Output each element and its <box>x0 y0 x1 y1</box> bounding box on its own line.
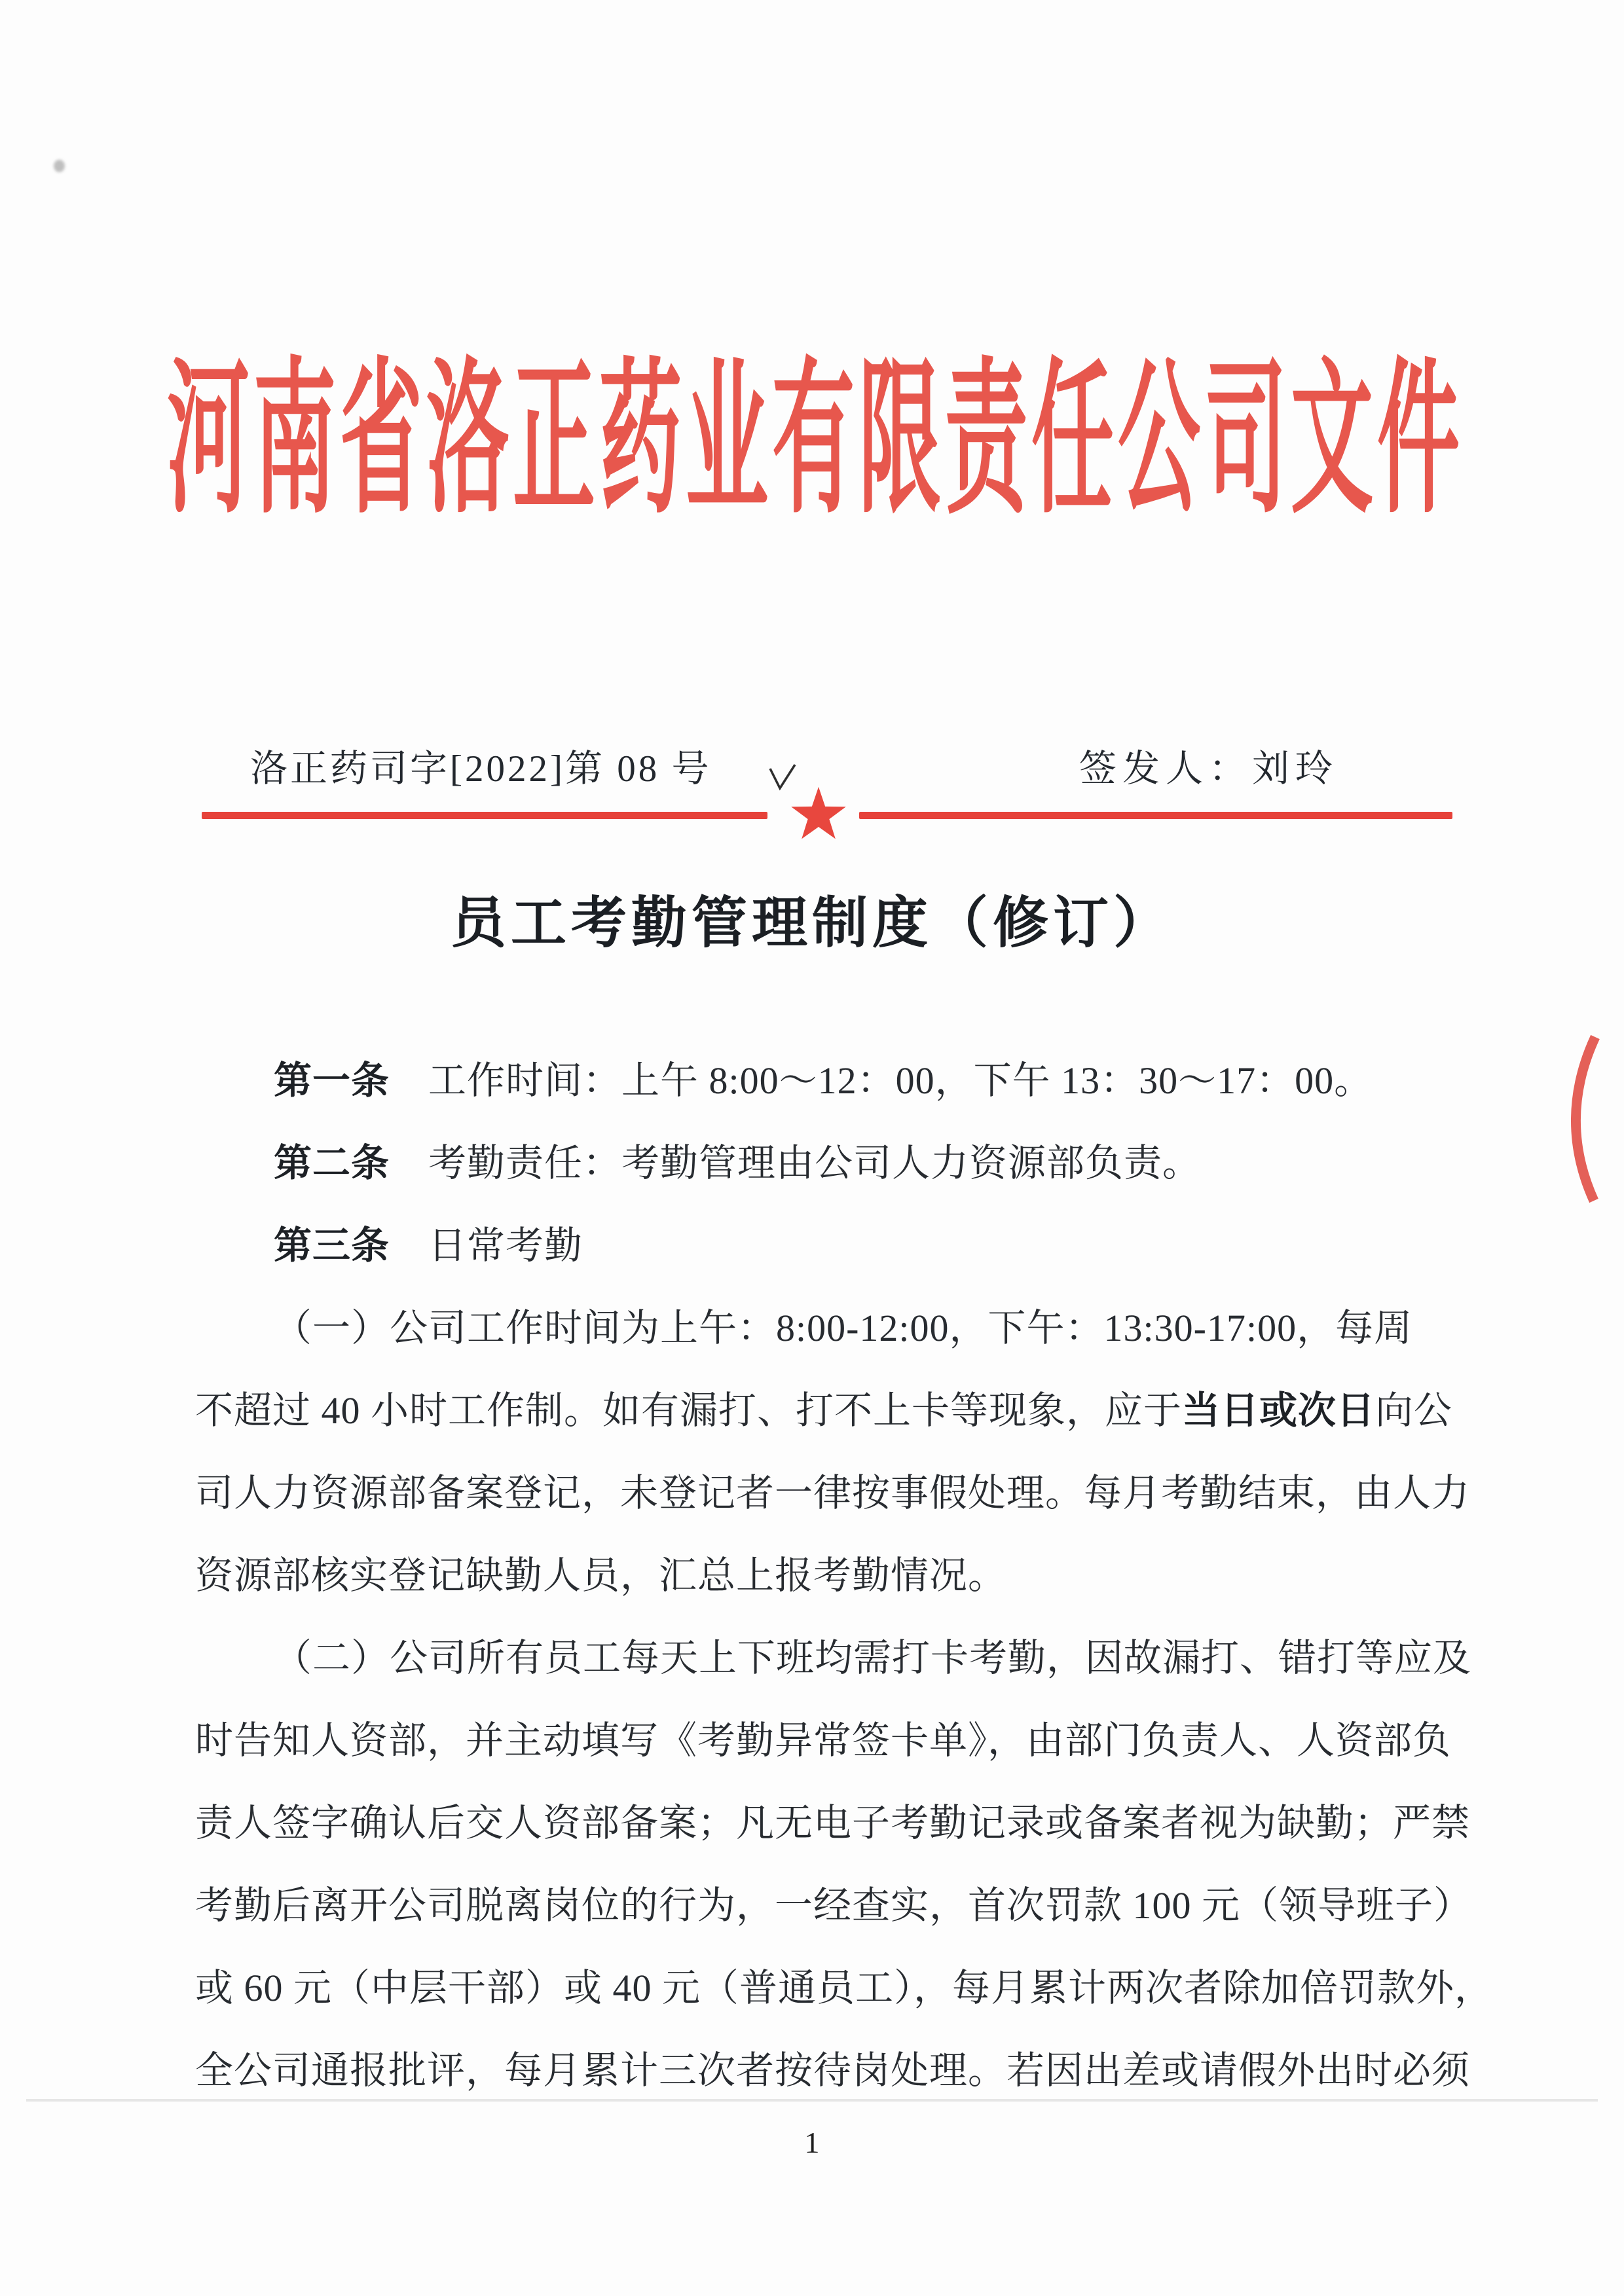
issuer <box>1079 738 1338 792</box>
letterhead-title <box>167 327 1464 534</box>
body-line <box>195 1040 1456 1122</box>
body-line <box>195 1700 1456 1782</box>
scan-band-artifact <box>26 2099 1598 2102</box>
body-line <box>195 1947 1494 2030</box>
body-text: （二）公司所有员工每天上下班均需打卡考勤，因故漏打、错打等应及 <box>274 1637 1472 1679</box>
body-text-bold: 第二条 <box>274 1142 390 1184</box>
red-star-shape <box>791 787 846 839</box>
red-star-icon <box>790 784 847 842</box>
body-text: 全公司通报批评，每月累计三次者按待岗处理。若因出差或请假外出时必须 <box>195 2049 1471 2092</box>
body-text: 考勤后离开公司脱离岗位的行为，一经查实，首次罚款 100 元（领导班子） <box>195 1884 1473 1927</box>
body-text: 不超过 40 小时工作制。如有漏打、打不上卡等现象，应于 <box>195 1389 1183 1432</box>
body-text: 司人力资源部备案登记，未登记者一律按事假处理。每月考勤结束，由人力 <box>195 1472 1471 1514</box>
body-line <box>195 1535 1456 1617</box>
letterhead-title-text: 河南省洛正药业有限责任公司文件 <box>167 349 1464 534</box>
body-line <box>195 1205 1456 1287</box>
document-title: 员工考勤管理制度（修订） <box>450 892 1173 955</box>
body-line <box>195 1370 1456 1452</box>
issuer-label: 签发人： <box>1079 748 1252 790</box>
body-line <box>195 1865 1473 1947</box>
scan-speck-artifact <box>54 160 65 172</box>
body-line <box>195 1617 1472 1700</box>
body-text: 考勤责任：考勤管理由公司人力资源部负责。 <box>390 1142 1202 1184</box>
body-text: 向公 <box>1375 1389 1453 1432</box>
body-text: 时告知人资部，并主动填写《考勤异常签卡单》，由部门负责人、人资部负 <box>195 1719 1452 1762</box>
body-text-bold: 第三条 <box>274 1224 390 1267</box>
body-line <box>195 1782 1471 1865</box>
issuer-name: 刘玲 <box>1252 748 1338 790</box>
body-text-bold: 第一条 <box>274 1059 390 1102</box>
document-body <box>195 1040 1494 2112</box>
body-line <box>195 1122 1456 1205</box>
body-text: （一）公司工作时间为上午：8:00-12:00，下午：13:30-17:00，每周 <box>274 1307 1413 1349</box>
body-text: 资源部核实登记缺勤人员，汇总上报考勤情况。 <box>195 1554 1007 1597</box>
stamp-arc-artifact <box>1560 1033 1606 1205</box>
body-line <box>195 1287 1456 1370</box>
body-text: 日常考勤 <box>390 1224 583 1267</box>
body-text: 或 60 元（中层干部）或 40 元（普通员工），每月累计两次者除加倍罚款外， <box>195 1967 1494 2009</box>
red-divider-left <box>202 812 767 819</box>
red-divider-right <box>859 812 1452 819</box>
document-number: 洛正药司字[2022]第 08 号 <box>250 748 712 790</box>
body-text: 责人签字确认后交人资部备案；凡无电子考勤记录或备案者视为缺勤；严禁 <box>195 1802 1471 1844</box>
page-number: 1 <box>804 2126 820 2159</box>
body-line <box>195 1452 1471 1535</box>
body-text: 工作时间：上午 8:00～12：00，下午 13：30～17：00。 <box>390 1059 1373 1102</box>
checkmark-artifact <box>766 763 798 791</box>
body-text-bold: 当日或次日 <box>1182 1389 1376 1432</box>
